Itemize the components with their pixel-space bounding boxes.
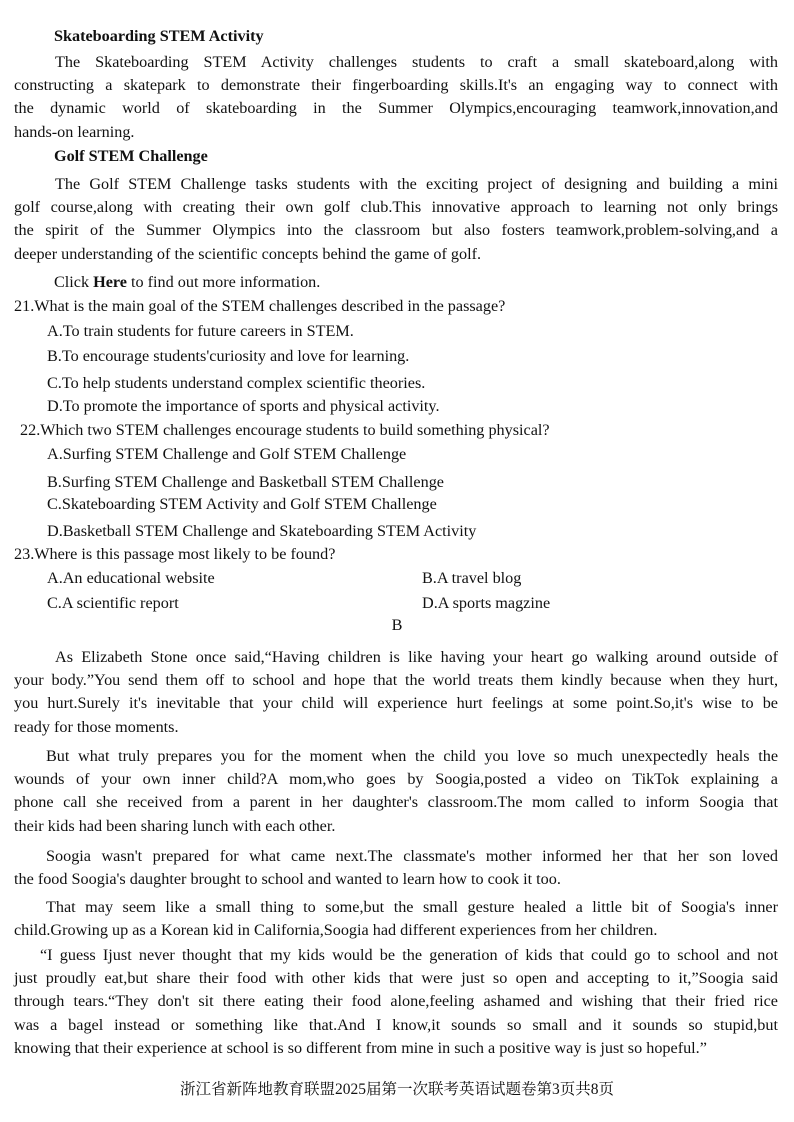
paragraph-line: was a bagel instead or something like that.And I know,it sounds so small and it sounds so stupid,but	[14, 1015, 778, 1034]
question-21: 21.What is the main goal of the STEM challenges described in the passage?	[14, 297, 506, 315]
paragraph-line: your body.”You send them off to school and hope that the world treats them kindly because when they hurt,	[14, 671, 778, 690]
paragraph-line: knowing that their experience at school is so different from mine in such a positive way is just so hopeful.”	[14, 1038, 707, 1057]
more-info-text: to find out more information.	[126, 273, 321, 291]
section-b-label: B	[391, 616, 403, 634]
question-23: 23.Where is this passage most likely to be found?	[14, 545, 336, 563]
paragraph-line: deeper understanding of the scientific concepts behind the game of golf.	[14, 244, 482, 263]
here-link[interactable]: Here	[93, 273, 127, 291]
paragraph-line: just proudly eat,but share their food with other kids that were just so open and accepting to it,”Soogia said	[14, 969, 778, 988]
more-info-line	[54, 271, 320, 294]
paragraph-line: the spirit of the Summer Olympics into the classroom but also fosters teamwork,problem-solving,and a	[14, 221, 778, 240]
skateboarding-paragraph	[14, 51, 778, 144]
paragraph-line: the dynamic world of skateboarding in the Summer Olympics,encouraging teamwork,innovation,and	[14, 99, 778, 118]
option-21-c: C.To help students understand complex scientific theories.	[47, 374, 426, 392]
option-23-b: B.A travel blog	[422, 569, 522, 587]
paragraph-line: through tears.“They don't sit there eating their food alone,feeling ashamed and wishing that their fried rice	[14, 992, 778, 1011]
paragraph-line: the food Soogia's daughter brought to school and wanted to learn how to cook it too.	[14, 870, 561, 889]
page-footer: 浙江省新阵地教育联盟2025届第一次联考英语试题卷第3页共8页	[179, 1081, 614, 1098]
paragraph-line: “I guess Ijust never thought that my kids would be the generation of kids that could go to school and not	[40, 946, 778, 964]
option-21-d: D.To promote the importance of sports and physical activity.	[47, 397, 440, 415]
click-text: Click	[54, 273, 94, 291]
paragraph-line: The Golf STEM Challenge tasks students with the exciting project of designing and building a mini	[55, 175, 778, 193]
golf-heading: Golf STEM Challenge	[54, 147, 208, 165]
option-21-b: B.To encourage students'curiosity and love for learning.	[47, 347, 410, 365]
paragraph-line: you hurt.Surely it's inevitable that your child will experience hurt feelings at some point.So,it's wise to be	[14, 694, 778, 713]
option-23-a: A.An educational website	[47, 569, 215, 587]
passage-b-paragraph-1	[14, 646, 778, 739]
option-22-d: D.Basketball STEM Challenge and Skateboarding STEM Activity	[47, 522, 477, 540]
paragraph-line: their kids had been sharing lunch with each other.	[14, 816, 336, 835]
paragraph-line: hands-on learning.	[14, 122, 135, 141]
option-23-c: C.A scientific report	[47, 594, 179, 612]
question-22: 22.Which two STEM challenges encourage students to build something physical?	[20, 421, 550, 439]
golf-paragraph	[14, 173, 778, 266]
option-22-b: B.Surfing STEM Challenge and Basketball STEM Challenge	[47, 473, 444, 491]
option-22-c: C.Skateboarding STEM Activity and Golf STEM Challenge	[47, 495, 437, 513]
paragraph-line: wounds of your own inner child?A mom,who goes by Soogia,posted a video on TikTok explaining a	[14, 770, 778, 789]
paragraph-line: But what truly prepares you for the moment when the child you love so much unexpectedly heals the	[46, 747, 778, 765]
paragraph-line: ready for those moments.	[14, 717, 179, 736]
option-22-a: A.Surfing STEM Challenge and Golf STEM Challenge	[47, 445, 407, 463]
passage-b-paragraph-4	[14, 896, 778, 942]
skateboarding-heading: Skateboarding STEM Activity	[54, 27, 264, 45]
passage-b-paragraph-2	[14, 745, 778, 838]
paragraph-line: The Skateboarding STEM Activity challenges students to craft a small skateboard,along with	[55, 53, 778, 71]
passage-b-paragraph-5	[14, 944, 778, 1060]
paragraph-line: golf course,along with creating their own golf club.This innovative approach to learning not only brings	[14, 198, 778, 217]
passage-b-paragraph-3	[14, 845, 778, 891]
paragraph-line: constructing a skatepark to demonstrate their fingerboarding skills.It's an engaging way to connect with	[14, 76, 778, 95]
paragraph-line: As Elizabeth Stone once said,“Having children is like having your heart go walking around outside of	[55, 648, 778, 666]
paragraph-line: child.Growing up as a Korean kid in California,Soogia had different experiences from her children.	[14, 921, 658, 940]
option-23-d: D.A sports magzine	[422, 594, 551, 612]
paragraph-line: Soogia wasn't prepared for what came next.The classmate's mother informed her that her son loved	[46, 847, 778, 865]
paragraph-line: That may seem like a small thing to some,but the small gesture healed a little bit of Soogia's inner	[46, 898, 778, 916]
option-21-a: A.To train students for future careers in STEM.	[47, 322, 354, 340]
paragraph-line: phone call she received from a parent in her daughter's classroom.The mom called to inform Soogia that	[14, 793, 778, 812]
